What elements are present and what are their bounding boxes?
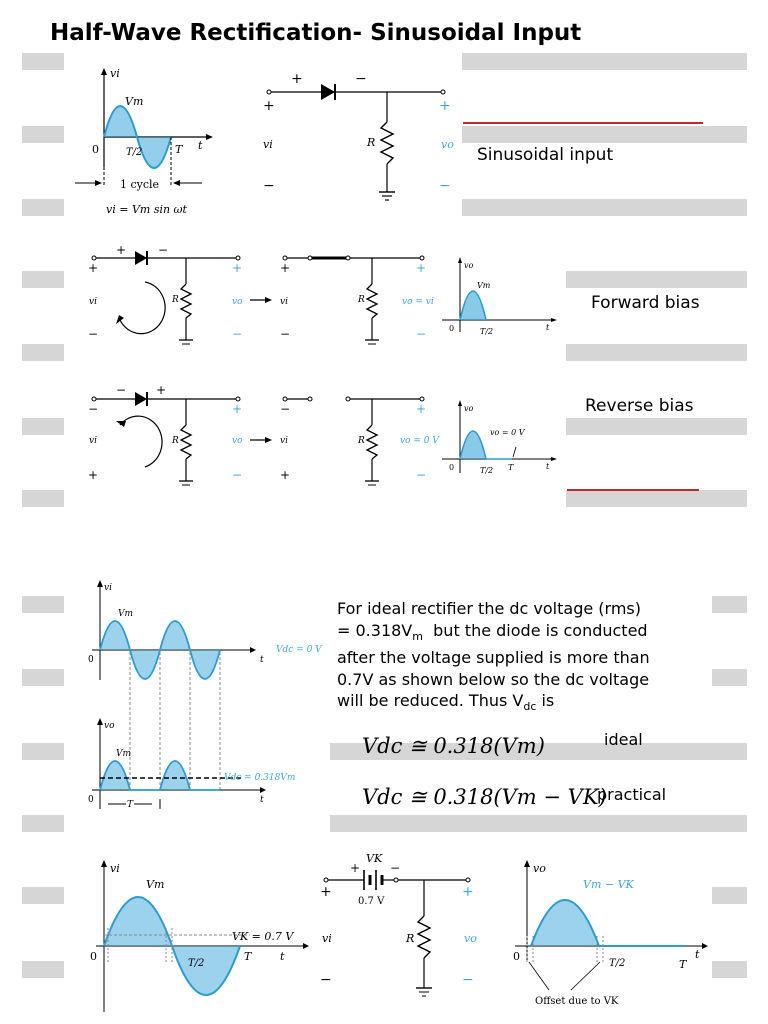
bar-left-2 — [22, 126, 64, 143]
para-line-5a: will be reduced. Thus V — [337, 691, 524, 711]
fig1b-minus-top: − — [355, 71, 367, 87]
fig3-plus-e: + — [416, 402, 427, 416]
fig3-graph-zero: 0 — [449, 463, 455, 472]
fig6-minus-right: − — [462, 972, 474, 988]
bar-left-6 — [22, 418, 64, 435]
fig1b-vi: vi — [263, 138, 273, 151]
fig1b-minus-right: − — [439, 178, 451, 194]
fig1b-plus-left: + — [263, 98, 275, 114]
fig2-graph-vm: Vm — [477, 281, 491, 290]
fig2-R-a: R — [172, 295, 179, 305]
bar-right-13 — [712, 961, 747, 978]
bar-left-5 — [22, 344, 64, 361]
fig4-vm-a: Vm — [118, 609, 134, 619]
bar-right-1 — [462, 53, 747, 70]
bar-right-12 — [712, 887, 747, 904]
bar-left-12 — [22, 887, 64, 904]
fig3-plus-b: + — [88, 468, 99, 482]
bar-left-3 — [22, 199, 64, 216]
para-line-5-sub: dc — [523, 700, 537, 714]
fig3-graph-vo0: vo = 0 V — [490, 428, 525, 437]
fig1b-plus-top: + — [291, 71, 303, 87]
fig1-cycle: 1 cycle — [120, 178, 160, 191]
bar-left-11 — [22, 815, 64, 832]
fig2-vo-a: vo — [232, 297, 243, 307]
fig6-minus-left: − — [320, 972, 332, 988]
figure-vk-output — [505, 858, 715, 1018]
bar-left-4 — [22, 271, 64, 288]
fig5-vi: vi — [110, 862, 120, 875]
fig3-graph-t2: T/2 — [480, 466, 494, 475]
bar-left-13 — [22, 961, 64, 978]
fig7-vm-vk: Vm − VK — [583, 878, 634, 891]
fig6-minus-top: − — [390, 861, 401, 875]
fig7-zero: 0 — [513, 950, 520, 963]
fig3-minus-d: − — [280, 402, 291, 416]
fig3-minus-c: − — [232, 468, 243, 482]
fig3-graph-vo: vo — [464, 404, 474, 413]
fig1b-vo: vo — [441, 138, 454, 151]
fig3-minus-e: − — [416, 468, 427, 482]
bar-left-7 — [22, 490, 64, 507]
para-line-2b: but the diode is conducted — [422, 620, 648, 640]
fig2-vi-a: vi — [89, 297, 97, 307]
fig4-zero-b: 0 — [88, 795, 94, 805]
label-reverse-bias: Reverse bias — [585, 396, 694, 416]
fig4-T: T — [127, 800, 134, 810]
fig2-minus-d: − — [280, 327, 291, 341]
fig1-t2: T/2 — [126, 147, 143, 158]
red-underline-1 — [463, 122, 703, 124]
fig5-vk: VK = 0.7 V — [232, 930, 294, 943]
fig4-vdc318: Vdc = 0.318Vm — [224, 773, 296, 783]
fig5-T: T — [244, 950, 252, 963]
fig6-plus-top: + — [350, 861, 361, 875]
fig1-t: t — [198, 139, 203, 152]
bar-right-9 — [712, 669, 747, 686]
fig4-vm-b: Vm — [116, 749, 132, 759]
bar-left-8 — [22, 596, 64, 613]
para-line-5b: is — [536, 691, 555, 711]
bar-right-5 — [566, 344, 747, 361]
fig6-07v: 0.7 V — [358, 896, 385, 907]
bar-right-4 — [566, 271, 747, 288]
fig1-vm: Vm — [125, 95, 144, 108]
fig1-zero: 0 — [92, 143, 99, 156]
fig2-graph-t2: T/2 — [480, 327, 494, 336]
bar-right-2 — [462, 126, 747, 143]
fig3-minus-b: − — [88, 402, 99, 416]
fig1-T: T — [175, 143, 183, 156]
bar-left-9 — [22, 669, 64, 686]
label-forward-bias: Forward bias — [591, 293, 700, 313]
fig2-minus-c: − — [232, 327, 243, 341]
fig3-vo-a: vo — [232, 436, 243, 446]
bar-left-10 — [22, 743, 64, 760]
fig1b-plus-right: + — [439, 98, 451, 114]
fig4-vi: vi — [104, 583, 112, 593]
figure-forward-bias — [80, 242, 560, 357]
fig3-plus-c: + — [232, 402, 243, 416]
fig2-vo-vi: vo = vi — [402, 297, 434, 307]
fig6-vi: vi — [322, 932, 332, 945]
fig6-plus-left: + — [320, 884, 332, 900]
fig2-graph-t: t — [546, 323, 550, 332]
fig2-graph-zero: 0 — [449, 324, 455, 333]
page-title: Half-Wave Rectification- Sinusoidal Input — [50, 20, 582, 46]
fig2-plus-d: + — [280, 261, 291, 275]
equation-ideal: Vdc ≅ 0.318(Vm) — [362, 734, 545, 758]
fig2-graph-vo: vo — [464, 261, 474, 270]
bar-right-7 — [566, 490, 747, 507]
fig1b-R: R — [367, 136, 376, 149]
equation-practical: Vdc ≅ 0.318(Vm − VK) — [362, 785, 607, 809]
fig1-vi: vi — [110, 67, 120, 80]
fig4-t-a: t — [260, 655, 264, 665]
explanation-paragraph — [337, 598, 707, 718]
para-line-3: after the voltage supplied is more than — [337, 648, 650, 668]
para-line-4: 0.7V as shown below so the dc voltage — [337, 669, 650, 689]
fig2-minus-a: − — [158, 243, 169, 257]
bar-right-11 — [330, 815, 747, 832]
fig4-t-b: t — [260, 795, 264, 805]
fig2-vi-b: vi — [280, 297, 288, 307]
fig3-plus-a: + — [156, 385, 167, 397]
label-ideal: ideal — [604, 730, 643, 749]
fig6-vk: VK — [366, 852, 383, 865]
red-underline-2 — [567, 489, 699, 491]
para-line-1: For ideal rectifier the dc voltage (rms) — [337, 599, 641, 618]
fig6-plus-right: + — [462, 884, 474, 900]
fig3-vi-b: vi — [280, 436, 288, 446]
figure-circuit-battery — [312, 848, 482, 1008]
fig3-vi-a: vi — [89, 436, 97, 446]
fig4-zero-a: 0 — [88, 655, 94, 665]
fig7-t2: T/2 — [609, 958, 626, 969]
fig2-minus-b: − — [88, 327, 99, 341]
para-line-2 — [337, 620, 707, 648]
para-line-5 — [337, 690, 707, 718]
fig7-vo: vo — [533, 862, 546, 875]
label-sinusoidal-input: Sinusoidal input — [477, 145, 614, 165]
fig5-t2: T/2 — [188, 958, 205, 969]
fig2-plus-a: + — [116, 243, 127, 257]
fig6-R: R — [406, 932, 415, 945]
fig3-plus-d: + — [280, 468, 291, 482]
fig7-T: T — [679, 958, 687, 971]
fig3-graph-t: t — [546, 462, 550, 471]
fig1b-minus-left: − — [263, 178, 275, 194]
fig5-zero: 0 — [90, 950, 97, 963]
figure-circuit-main — [255, 70, 465, 210]
fig3-vo-0v: vo = 0 V — [400, 436, 439, 446]
fig2-plus-e: + — [416, 261, 427, 275]
bar-right-8 — [712, 596, 747, 613]
fig6-vo: vo — [464, 932, 477, 945]
para-line-2a: = 0.318V — [337, 620, 413, 640]
fig3-R-a: R — [172, 436, 179, 446]
bar-right-6 — [566, 418, 747, 435]
figure-two-period — [80, 580, 330, 815]
fig5-t: t — [280, 950, 285, 963]
fig2-plus-b: + — [88, 261, 99, 275]
fig5-vm: Vm — [146, 878, 165, 891]
figure-vk-input — [80, 858, 310, 1018]
fig4-vdc0: Vdc = 0 V — [276, 645, 322, 655]
fig7-t: t — [695, 948, 700, 961]
fig3-graph-T: T — [508, 463, 514, 472]
fig4-vo: vo — [104, 721, 115, 731]
bar-right-3 — [462, 199, 747, 216]
fig7-offset: Offset due to VK — [535, 996, 619, 1007]
figure-reverse-bias — [80, 385, 560, 500]
fig2-plus-c: + — [232, 261, 243, 275]
fig3-R-b: R — [358, 436, 365, 446]
para-line-2-sub: m — [412, 629, 423, 643]
label-practical: practical — [597, 785, 667, 804]
fig2-R-b: R — [358, 295, 365, 305]
bar-left-1 — [22, 53, 64, 70]
fig1-formula: vi = Vm sin ωt — [106, 203, 187, 216]
fig2-minus-e: − — [416, 327, 427, 341]
figure-input-sine — [70, 65, 220, 225]
fig3-minus-a: − — [116, 385, 127, 397]
